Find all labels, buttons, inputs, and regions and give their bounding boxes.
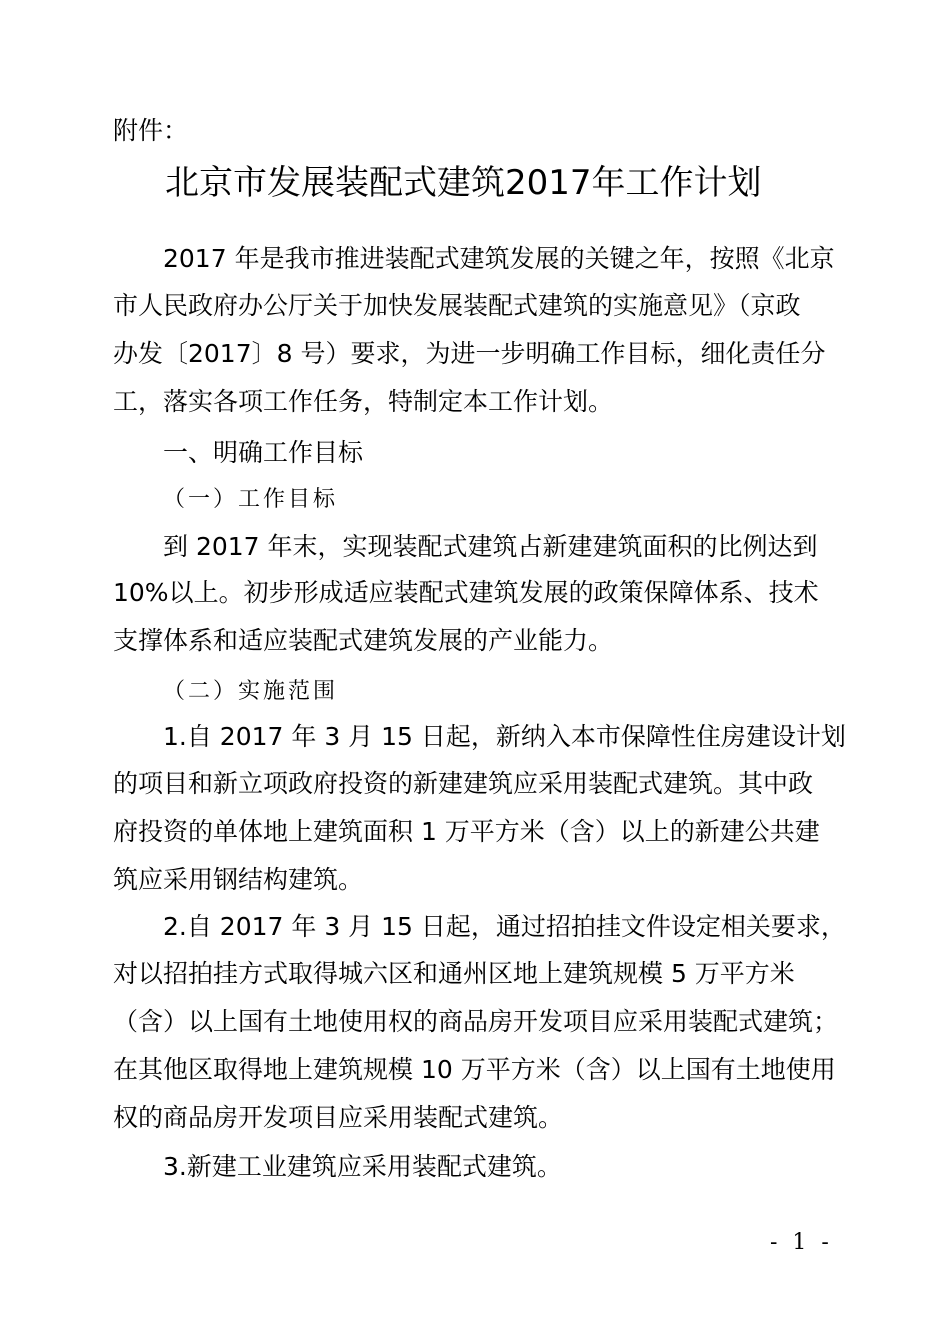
list-item-line: 2.自 2017 年 3 月 15 日起，通过招拍挂文件设定相关要求， (163, 912, 846, 941)
list-item-line: 对以招拍挂方式取得城六区和通州区地上建筑规模 5 万平方米 (113, 959, 795, 988)
subsection-heading: （二）实施范围 (163, 679, 339, 704)
list-item-line: 的项目和新立项政府投资的新建建筑应采用装配式建筑。其中政 (113, 769, 814, 798)
paragraph-line: 10%以上。初步形成适应装配式建筑发展的政策保障体系、技术 (113, 578, 819, 607)
paragraph-line: 市人民政府办公厅关于加快发展装配式建筑的实施意见》（京政 (113, 291, 801, 320)
list-item-line: （含）以上国有土地使用权的商品房开发项目应采用装配式建筑； (113, 1007, 839, 1036)
document-title: 北京市发展装配式建筑2017年工作计划 (165, 163, 762, 203)
paragraph-line: 办发〔2017〕8 号）要求，为进一步明确工作目标，细化责任分 (113, 339, 826, 368)
paragraph-line: 到 2017 年末，实现装配式建筑占新建建筑面积的比例达到 (163, 532, 818, 561)
list-item-line: 筑应采用钢结构建筑。 (113, 865, 364, 894)
section-heading: 一、明确工作目标 (163, 438, 364, 467)
paragraph-line: 2017 年是我市推进装配式建筑发展的关键之年，按照《北京 (163, 244, 835, 273)
list-item-line: 府投资的单体地上建筑面积 1 万平方米（含）以上的新建公共建 (113, 817, 820, 846)
paragraph-line: 工，落实各项工作任务，特制定本工作计划。 (113, 387, 614, 416)
list-item-line: 权的商品房开发项目应采用装配式建筑。 (113, 1103, 564, 1132)
list-item-line: 在其他区取得地上建筑规模 10 万平方米（含）以上国有土地使用 (113, 1055, 836, 1084)
page-number: - 1 - (770, 1230, 833, 1255)
subsection-heading: （一）工作目标 (163, 487, 339, 512)
attachment-label: 附件： (113, 116, 189, 145)
paragraph-line: 支撑体系和适应装配式建筑发展的产业能力。 (113, 626, 614, 655)
list-item-line: 3.新建工业建筑应采用装配式建筑。 (163, 1152, 562, 1181)
list-item-line: 1.自 2017 年 3 月 15 日起，新纳入本市保障性住房建设计划 (163, 722, 846, 751)
